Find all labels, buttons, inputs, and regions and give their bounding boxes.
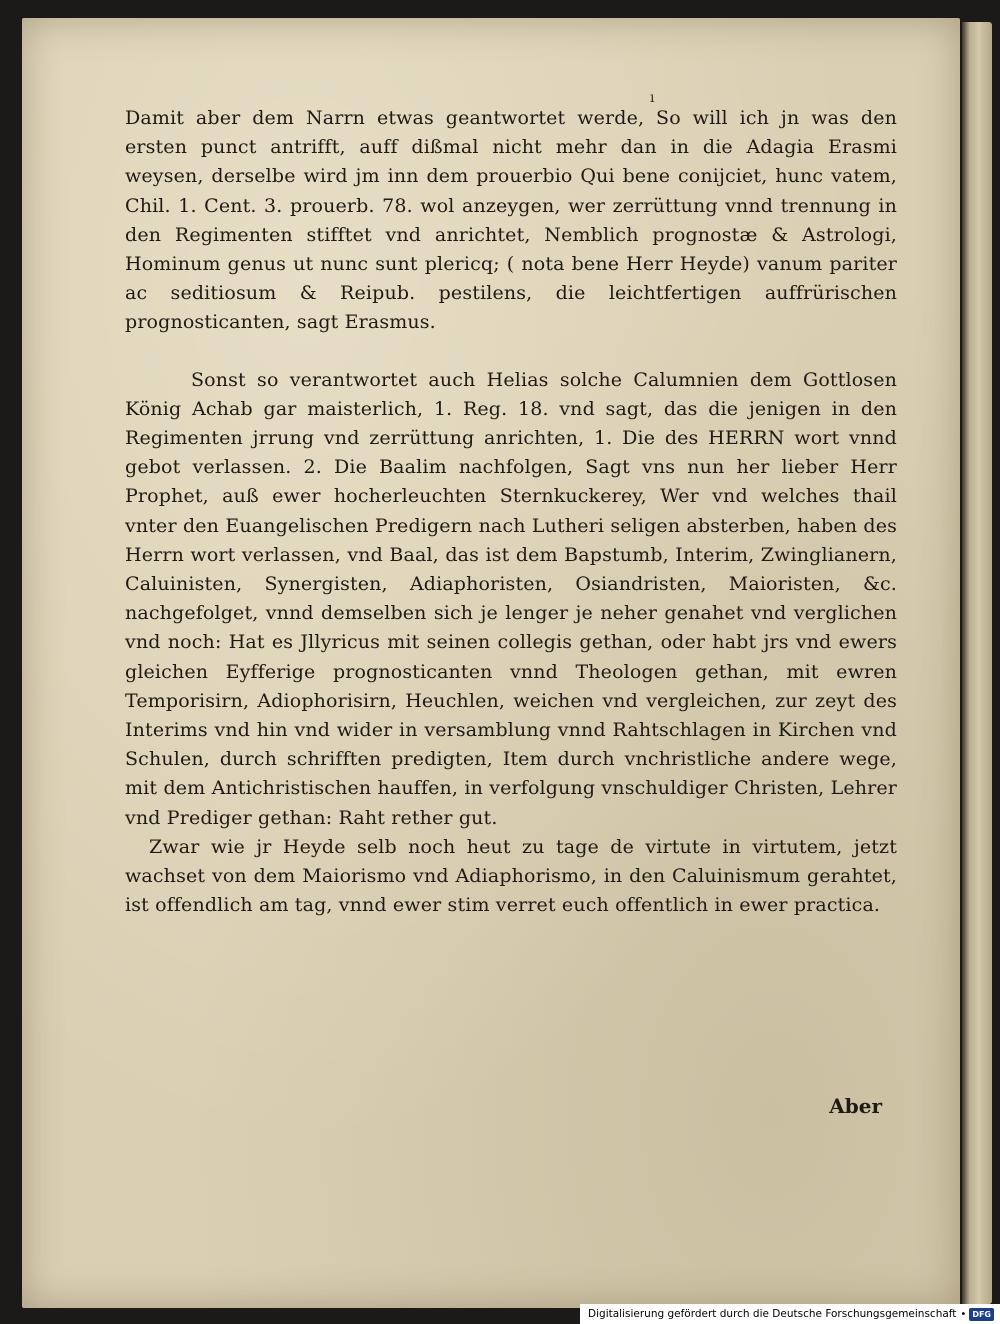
page-mark: ı	[650, 90, 655, 106]
footer-bar	[580, 1304, 1000, 1324]
scanned-page	[22, 18, 960, 1308]
funding-notice: Digitalisierung gefördert durch die Deutsche Forschungsgemeinschaft	[588, 1308, 957, 1320]
paragraph-2: Sonst so verantwortet auch Helias solche Calumnien dem Gottlosen König Achab gar maisterlich, 1. Reg. 18. vnd sagt, das die jenigen in den Regimenten jrrung vnd zerrüttung anrichten, 1. Die des HERRN wort vnnd gebot verlassen. 2. Die Baalim nachfolgen, Sagt vns nun her lieber Herr Prophet, auß ewer hocherleuchten Sternkuckerey, Wer vnd welches thail vnter den Euangelischen Predigern nach Lutheri seligen absterben, haben des Herrn wort verlassen, vnd Baal, das ist dem Bapstumb, Interim, Zwinglianern, Caluinisten, Synergisten, Adiaphoristen, Osiandristen, Maioristen, &c. nachgefolget, vnnd demselben sich je lenger je neher genahet vnd verglichen vnd noch: Hat es Jllyricus mit seinen collegis gethan, oder habt jrs vnd ewers gleichen Eyfferige prognosticanten vnnd Theologen gethan, mit ewren Temporisirn, Adiophorisirn, Heuchlen, weichen vnd vergleichen, zur zeyt des Interims vnd hin vnd wider in versamblung vnnd Rahtschlagen in Kirchen vnd Schulen, durch schrifften predigten, Item durch vnchristliche andere wege, mit dem Antichristischen hauffen, in verfolgung vnschuldiger Christen, Lehrer vnd Prediger gethan: Raht rether gut.	[125, 368, 897, 829]
adjacent-page-edge	[962, 22, 992, 1304]
dfg-logo-icon[interactable]: DFG	[969, 1308, 994, 1321]
paragraph-3: Zwar wie jr Heyde selb noch heut zu tage de virtute in virtutem, jetzt wachset von dem Maiorismo vnd Adiaphorismo, in den Caluinismum gerahtet, ist offendlich am tag, vnnd ewer stim verret euch offentlich in ewer practica.	[125, 835, 897, 917]
catchword: Aber	[829, 1094, 882, 1118]
footer-separator: •	[960, 1308, 967, 1320]
body-text	[125, 104, 897, 920]
paragraph-1: Damit aber dem Narrn etwas geantwortet werde, So will ich jn was den ersten punct antrifft, auff dißmal nicht mehr dan in die Adagia Erasmi weysen, derselbe wird jm inn dem prouerbio Qui bene conijciet, hunc vatem, Chil. 1. Cent. 3. prouerb. 78. wol anzeygen, wer zerrüttung vnnd trennung in den Regimenten stifftet vnd anrichtet, Nemblich prognostæ & Astrologi, Hominum genus ut nunc sunt plericq; ( nota bene Herr Heyde) vanum pariter ac seditiosum & Reipub. pestilens, die leichtfertigen auffrürischen prognosticanten, sagt Erasmus.	[125, 107, 897, 334]
